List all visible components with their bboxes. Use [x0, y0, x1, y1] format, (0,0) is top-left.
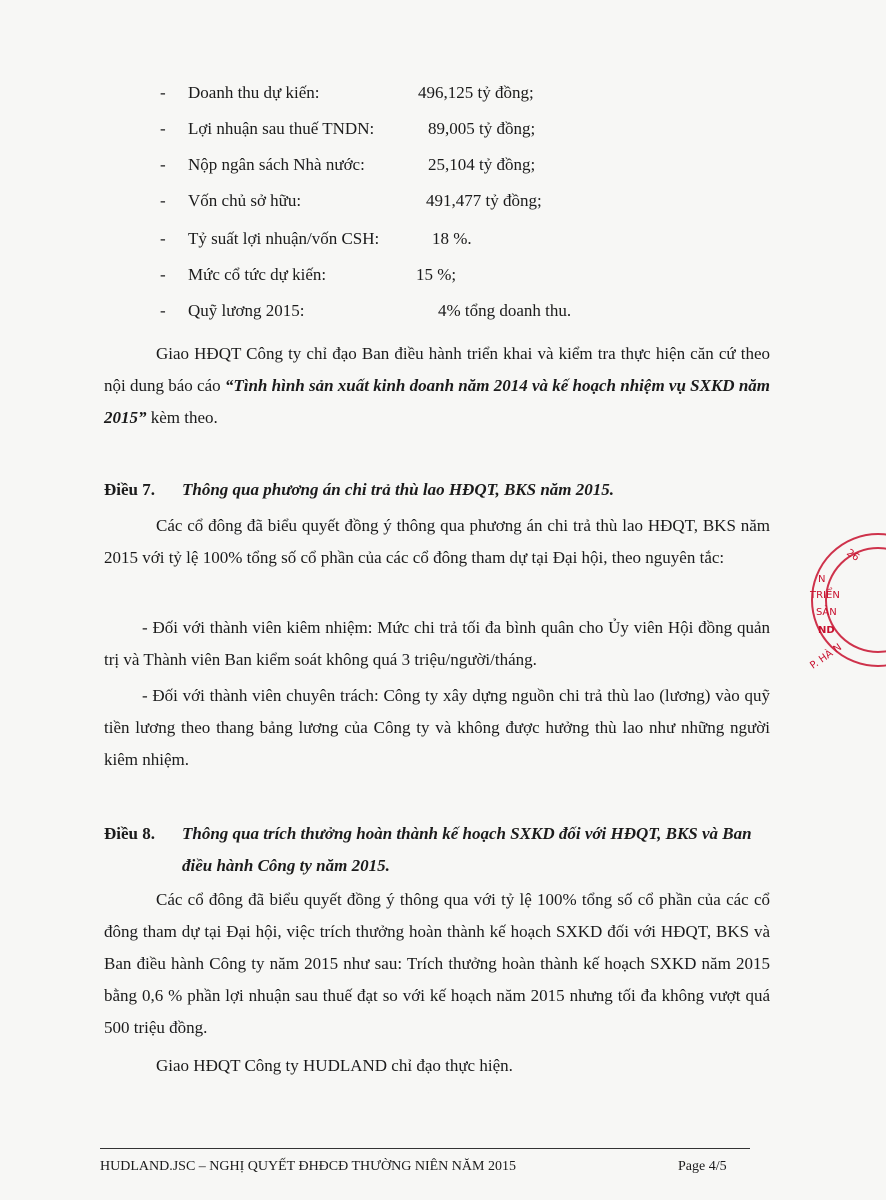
seal-text-fragment: SẢN — [816, 607, 837, 618]
bullet-dash: - — [160, 191, 166, 210]
kpi-value: 25,104 tỷ đồng; — [428, 155, 536, 174]
kpi-label: Vốn chủ sở hữu: — [188, 191, 302, 210]
paragraph-text: Các cổ đông đã biểu quyết đồng ý thông qua với tỷ lệ 100% tổng số cổ phần của các cổ đông tham dự tại Đại hội, việc trích thưởng hoàn thành kế hoạch SXKD đối với HĐQT, BKS và Ban điều hành Công ty năm 2015 như sau: Trích thưởng hoàn thành kế hoạch SXKD năm 2015 bằng 0,6 % phần lợi nhuận sau thuế đạt so với kế hoạch năm 2015 nhưng tối đa không vượt quá 500 triệu đồng. — [104, 890, 770, 1037]
kpi-value: 18 %. — [432, 229, 472, 248]
article-8-paragraph — [104, 884, 770, 1044]
seal-text-fragment: N — [818, 574, 826, 585]
report-title: “Tình hình sản xuất kinh doanh năm 2014 và kế hoạch nhiệm vụ SXKD năm 2015” — [104, 376, 771, 427]
article-7-paragraph — [104, 612, 770, 676]
kpi-label: Mức cổ tức dự kiến: — [188, 265, 327, 284]
paragraph-text: Các cổ đông đã biểu quyết đồng ý thông qua phương án chi trả thù lao HĐQT, BKS năm 2015 với tỷ lệ 100% tổng số cổ phần của các cổ đông tham dự tại Đại hội, theo nguyên tắc: — [104, 516, 770, 567]
bullet-dash: - — [160, 155, 166, 174]
bullet-dash: - — [160, 83, 166, 102]
article-7-heading — [104, 474, 774, 506]
kpi-label: Nộp ngân sách Nhà nước: — [188, 155, 365, 174]
paragraph-text: - Đối với thành viên kiêm nhiệm: Mức chi trả tối đa bình quân cho Ủy viên Hội đồng quản trị và Thành viên Ban kiểm soát không quá 3 triệu/người/tháng. — [104, 618, 770, 669]
assignment-text: Giao HĐQT Công ty chỉ đạo Ban điều hành triển khai và kiểm tra thực hiện căn cứ theo nội dung báo cáo — [104, 344, 770, 395]
article-8-paragraph — [104, 1050, 770, 1082]
kpi-value: 491,477 tỷ đồng; — [426, 191, 542, 210]
kpi-label: Quỹ lương 2015: — [188, 301, 305, 320]
bullet-dash: - — [160, 301, 166, 320]
article-title: Thông qua phương án chi trả thù lao HĐQT, BKS năm 2015. — [182, 480, 614, 499]
seal-text-fragment: P. HÀ N — [808, 642, 844, 672]
footer-divider — [100, 1148, 750, 1149]
paragraph-text: - Đối với thành viên chuyên trách: Công ty xây dựng nguồn chi trả thù lao (lương) vào quỹ tiền lương theo thang bảng lương của Công ty và không được hưởng thù lao như những người kiêm nhiệm. — [104, 686, 770, 769]
article-7-paragraph — [104, 510, 770, 574]
kpi-value: 15 %; — [416, 265, 457, 284]
article-8-heading — [104, 818, 774, 882]
kpi-value: 4% tổng doanh thu. — [438, 301, 572, 320]
article-number: Điều 7. — [104, 480, 155, 499]
article-7-paragraph — [104, 680, 770, 776]
seal-text-fragment: ND — [818, 625, 835, 636]
article-title: Thông qua trích thưởng hoàn thành kế hoạch SXKD đối với HĐQT, BKS và Ban điều hành Công ty năm 2015. — [182, 824, 752, 875]
company-seal-stamp — [806, 520, 886, 680]
paragraph-text: Giao HĐQT Công ty HUDLAND chỉ đạo thực hiện. — [156, 1056, 513, 1075]
assignment-paragraph — [104, 338, 770, 434]
footer-document-title: HUDLAND.JSC – NGHỊ QUYẾT ĐHĐCĐ THƯỜNG NIÊN NĂM 2015 — [100, 1159, 516, 1174]
footer-page-number: Page 4/5 — [678, 1159, 727, 1174]
article-number: Điều 8. — [104, 824, 155, 843]
bullet-dash: - — [160, 265, 166, 284]
kpi-value: 89,005 tỷ đồng; — [428, 119, 536, 138]
seal-text-fragment: TRIỂN — [810, 590, 840, 601]
seal-text-fragment: 26 — [844, 547, 862, 564]
kpi-value: 496,125 tỷ đồng; — [418, 83, 534, 102]
kpi-label: Lợi nhuận sau thuế TNDN: — [188, 119, 375, 138]
kpi-label: Tỷ suất lợi nhuận/vốn CSH: — [188, 229, 380, 248]
bullet-dash: - — [160, 119, 166, 138]
assignment-text-end: kèm theo. — [146, 408, 218, 427]
bullet-dash: - — [160, 229, 166, 248]
kpi-label: Doanh thu dự kiến: — [188, 83, 320, 102]
